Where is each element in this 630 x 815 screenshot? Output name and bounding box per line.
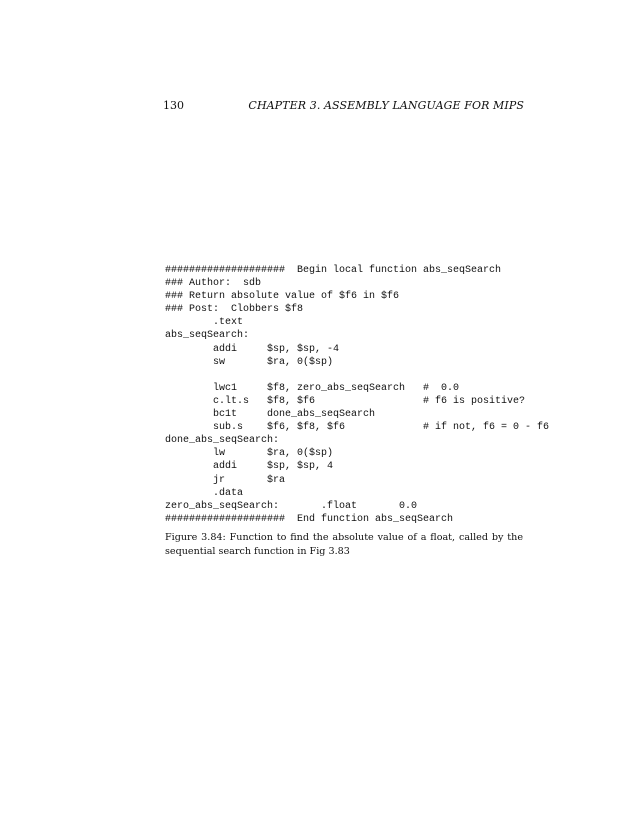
code-line: jr $ra: [165, 474, 286, 486]
figure-caption: Figure 3.84: Function to find the absolute value of a float, called by the sequential search function in Fig 3.83: [165, 532, 523, 557]
code-line: bc1t done_abs_seqSearch: [165, 409, 376, 421]
code-line: ### Post: Clobbers $f8: [165, 304, 304, 316]
code-line: addi $sp, $sp, 4: [165, 461, 334, 473]
code-line: sub.s $f6, $f8, $f6 # if not, f6 = 0 - f6: [165, 422, 550, 434]
page-number: 130: [163, 99, 184, 112]
running-head: CHAPTER 3. ASSEMBLY LANGUAGE FOR MIPS: [248, 99, 524, 112]
code-line: lw $ra, 0($sp): [165, 448, 334, 460]
code-line: sw $ra, 0($sp): [165, 356, 334, 368]
code-line: addi $sp, $sp, -4: [165, 343, 340, 355]
code-line: ### Author: sdb: [165, 278, 262, 290]
code-line: .text: [165, 317, 244, 329]
code-line: zero_abs_seqSearch: .float 0.0: [165, 500, 418, 512]
code-line: lwc1 $f8, zero_abs_seqSearch # 0.0: [165, 382, 460, 394]
code-line: abs_seqSearch:: [165, 330, 250, 342]
code-line: #################### Begin local function abs_seqSearch: [165, 265, 502, 276]
code-line: #################### End function abs_seqSearch: [165, 513, 454, 525]
code-line: c.lt.s $f8, $f6 # f6 is positive?: [165, 395, 526, 407]
code-line: [165, 369, 525, 382]
code-listing: [165, 264, 550, 526]
code-line: done_abs_seqSearch:: [165, 435, 280, 447]
code-line: .data: [165, 487, 244, 499]
code-line: ### Return absolute value of $f6 in $f6: [165, 291, 400, 303]
